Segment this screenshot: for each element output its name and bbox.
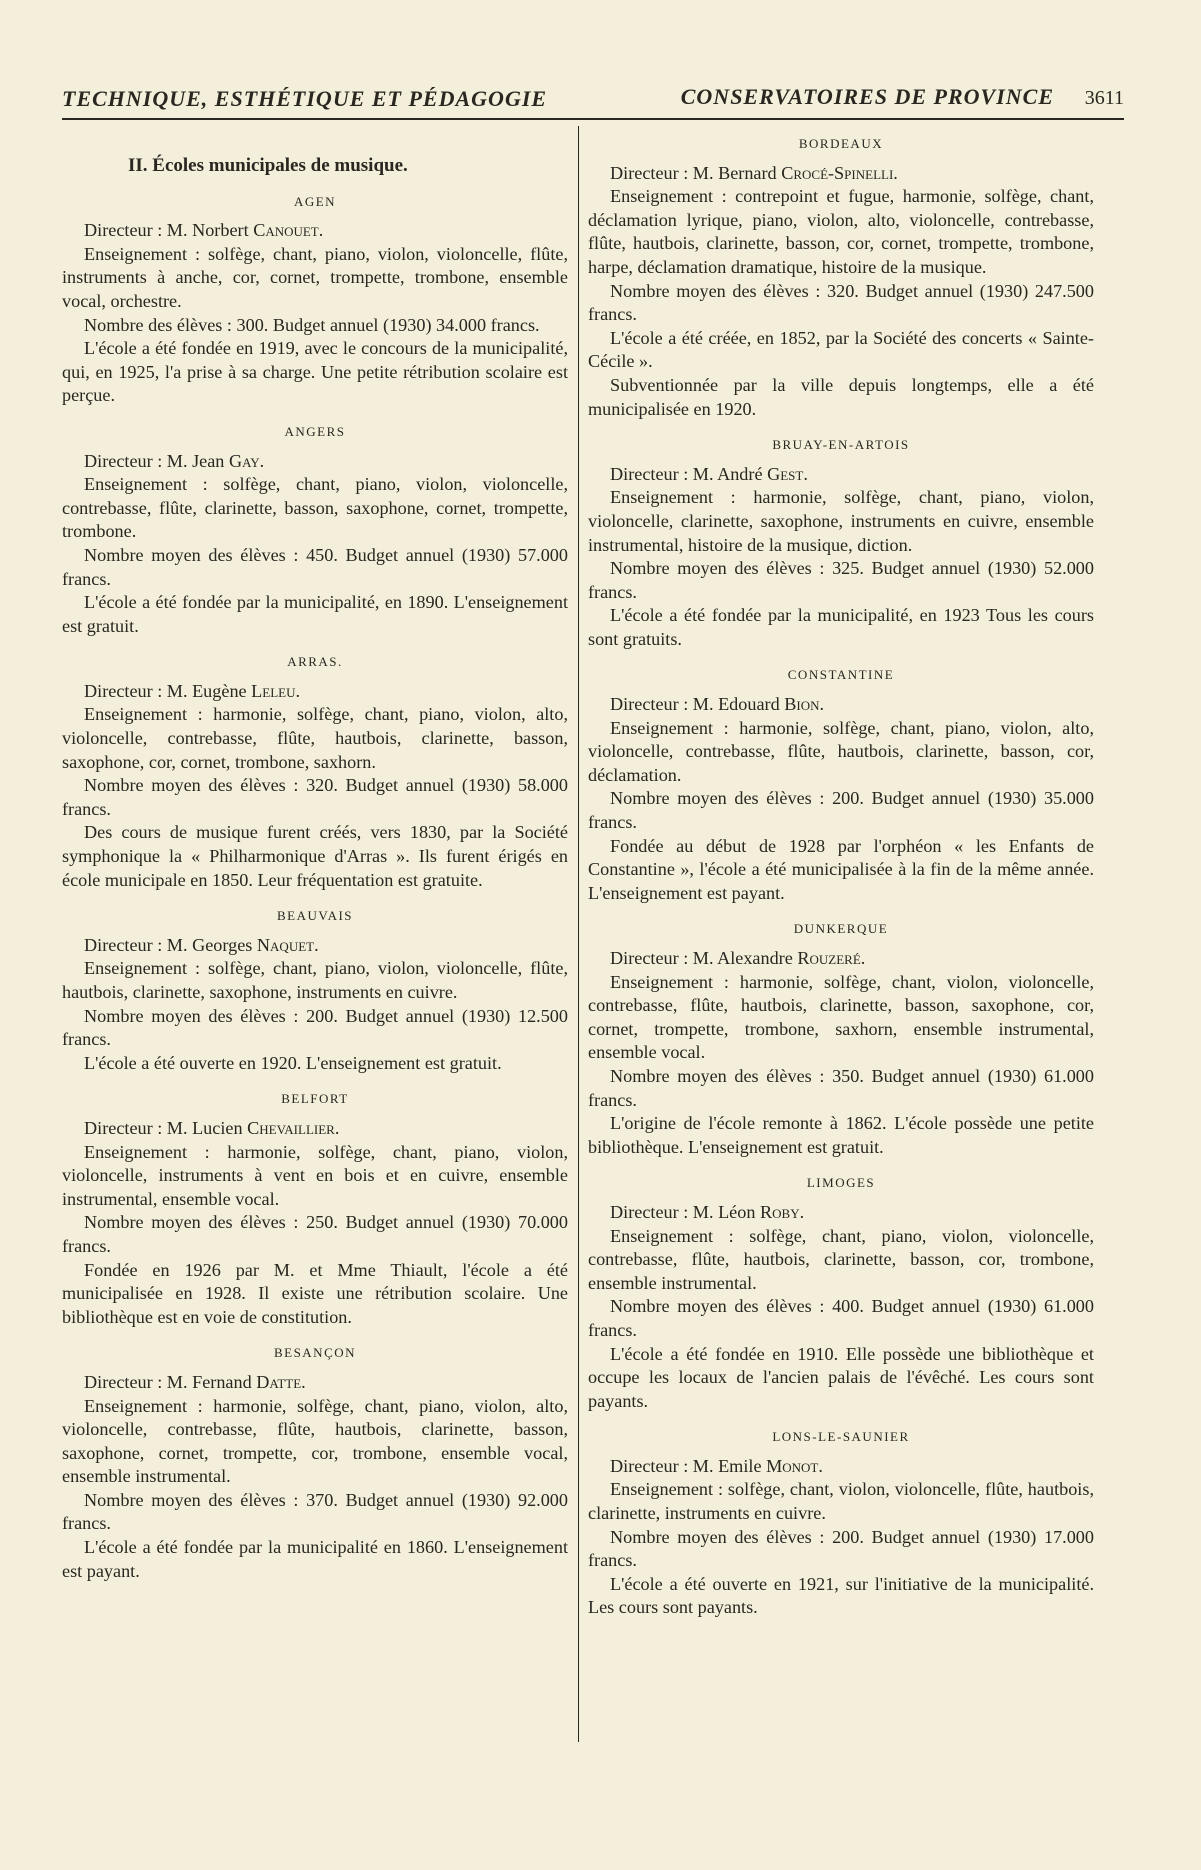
director-name: Rouzeré. xyxy=(797,948,866,968)
director-label: Directeur : M. André xyxy=(610,463,768,484)
director-label: Directeur : M. Bernard xyxy=(610,162,782,183)
column-divider xyxy=(578,126,579,1742)
director-line xyxy=(62,1371,568,1395)
entry-paragraph: Des cours de musique furent créés, vers 1830, par la Société symphonique la « Philharmonique d'Arras ». Ils furent érigés en école municipale en 1850. Leur fréquentation est gratuite. xyxy=(62,822,568,890)
director-name: Monot. xyxy=(766,1455,823,1476)
director-label: Directeur : M. Léon xyxy=(610,1201,760,1222)
director-name: Crocé-Spinelli. xyxy=(781,162,898,183)
city-heading: BESANÇON xyxy=(273,1345,357,1361)
director-label: Directeur : M. Lucien xyxy=(84,1117,248,1138)
entry-paragraph: L'école a été créée, en 1852, par la Société des concerts « Sainte-Cécile ». xyxy=(588,327,1094,372)
entry-paragraph: L'école a été ouverte en 1920. L'enseignement est gratuit. xyxy=(84,1052,502,1073)
director-line xyxy=(62,934,568,958)
entry-paragraph: L'école a été fondée par la municipalité en 1860. L'enseignement est payant. xyxy=(62,1537,568,1581)
city-heading: BRUAY-EN-ARTOIS xyxy=(772,437,910,453)
entry-paragraph: Enseignement : harmonie, solfège, chant, piano, violon, alto, violoncelle, contrebasse, flûte, hautbois, clarinette, basson, cor, déclamation. xyxy=(588,717,1094,785)
director-label: Directeur : M. Georges xyxy=(84,934,257,955)
entry-paragraph: Nombre moyen des élèves : 200. Budget annuel (1930) 35.000 francs. xyxy=(588,788,1094,833)
entry-paragraph: Nombre moyen des élèves : 325. Budget annuel (1930) 52.000 francs. xyxy=(588,558,1094,602)
director-label: Directeur : M. Fernand xyxy=(84,1371,257,1392)
entry-paragraph: Enseignement : solfège, chant, violon, violoncelle, flûte, hautbois, clarinette, instruments en cuivre. xyxy=(588,1479,1094,1524)
director-name: Roby. xyxy=(760,1201,805,1222)
city-heading: ARRAS. xyxy=(287,654,343,670)
director-name: Bion. xyxy=(784,694,825,715)
school-entry xyxy=(62,650,568,892)
director-line xyxy=(588,693,1094,717)
director-line xyxy=(588,463,1094,487)
school-entry xyxy=(588,917,1094,1159)
school-entry xyxy=(62,420,568,638)
entry-paragraph: Nombre moyen des élèves : 350. Budget annuel (1930) 61.000 francs. xyxy=(588,1065,1094,1110)
entry-paragraph: Enseignement : harmonie, solfège, chant, piano, violon, violoncelle, clarinette, saxophone, instruments en cuivre, ensemble instrumental, histoire de la musique, diction. xyxy=(588,487,1094,555)
entry-paragraph: Nombre moyen des élèves : 370. Budget annuel (1930) 92.000 francs. xyxy=(62,1489,568,1534)
entry-paragraph: Nombre moyen des élèves : 320. Budget annuel (1930) 247.500 francs. xyxy=(588,280,1094,325)
entry-paragraph: Nombre moyen des élèves : 200. Budget annuel (1930) 17.000 francs. xyxy=(588,1526,1094,1571)
director-label: Directeur : M. Alexandre xyxy=(610,948,798,968)
entry-paragraph: Enseignement : contrepoint et fugue, harmonie, solfège, chant, déclamation lyrique, piano, violon, alto, violoncelle, contrebasse, flûte, hautbois, clarinette, basson, cor, cornet, trompette, trombone, harpe, déclamation dramatique, histoire de la musique. xyxy=(588,186,1094,277)
entry-paragraph: Enseignement : harmonie, solfège, chant, violon, violoncelle, contrebasse, flûte, hautbois, clarinette, basson, saxophone, cor, cornet, trompette, trombone, saxhorn, ensemble instrumental, ensemble vocal. xyxy=(588,971,1094,1063)
director-line xyxy=(62,680,568,704)
director-label: Directeur : M. Eugène xyxy=(84,680,252,701)
left-column xyxy=(62,128,568,1583)
city-heading: DUNKERQUE xyxy=(793,921,889,937)
header-left-title: TECHNIQUE, ESTHÉTIQUE ET PÉDAGOGIE xyxy=(62,86,548,111)
entry-paragraph: Nombre moyen des élèves : 200. Budget annuel (1930) 12.500 francs. xyxy=(62,1005,568,1050)
city-heading: BEAUVAIS xyxy=(276,908,354,924)
entry-paragraph: Enseignement : solfège, chant, piano, violon, violoncelle, contrebasse, flûte, clarinette, basson, saxophone, cornet, trompette, trombone. xyxy=(62,474,568,542)
city-heading: BELFORT xyxy=(281,1091,349,1107)
director-name: Chevaillier. xyxy=(247,1117,340,1138)
city-heading: AGEN xyxy=(293,193,337,209)
entry-paragraph: Nombre moyen des élèves : 320. Budget annuel (1930) 58.000 francs. xyxy=(62,775,568,819)
director-line xyxy=(588,1455,1094,1479)
director-line xyxy=(588,162,1094,186)
entry-paragraph: L'école a été fondée en 1910. Elle possède une bibliothèque et occupe les locaux de l'ancien palais de l'évêché. Les cours sont payants. xyxy=(588,1343,1094,1411)
right-column xyxy=(588,128,1094,1620)
header-right-title: CONSERVATOIRES DE PROVINCE xyxy=(680,84,1054,109)
director-label: Directeur : M. Emile xyxy=(610,1455,767,1476)
school-entry xyxy=(588,132,1094,421)
school-entry xyxy=(62,1341,568,1583)
school-entry xyxy=(62,904,568,1075)
entry-paragraph: L'école a été ouverte en 1921, sur l'initiative de la municipalité. Les cours sont payants. xyxy=(588,1573,1094,1618)
director-name: Gest. xyxy=(767,463,808,484)
director-line xyxy=(588,1201,1094,1225)
entry-paragraph: Enseignement : harmonie, solfège, chant, piano, violon, alto, violoncelle, contrebasse, flûte, hautbois, clarinette, basson, saxophone, cor, cornet, trombone, saxhorn. xyxy=(62,704,568,772)
entry-paragraph: Enseignement : solfège, chant, piano, violon, violoncelle, contrebasse, flûte, hautbois, clarinette, basson, cor, trombone, ensemble instrumental. xyxy=(588,1225,1094,1293)
entry-paragraph: Nombre des élèves : 300. Budget annuel (1930) 34.000 francs. xyxy=(84,314,540,335)
director-name: Naquet. xyxy=(256,934,319,955)
entry-paragraph: L'école a été fondée par la municipalité, en 1923 Tous les cours sont gratuits. xyxy=(588,605,1094,649)
entry-paragraph: Enseignement : solfège, chant, piano, violon, violoncelle, flûte, instruments à anche, cor, cornet, trompette, trombone, ensemble vocal, orchestre. xyxy=(62,243,568,311)
director-line xyxy=(588,947,1094,971)
director-name: Leleu. xyxy=(251,680,301,701)
entry-paragraph: Enseignement : solfège, chant, piano, violon, violoncelle, flûte, hautbois, clarinette, saxophone, instruments en cuivre. xyxy=(62,958,568,1002)
school-entry xyxy=(588,1171,1094,1413)
entry-paragraph: L'origine de l'école remonte à 1862. L'école possède une petite bibliothèque. L'enseignement est gratuit. xyxy=(588,1113,1094,1157)
entry-paragraph: Enseignement : harmonie, solfège, chant, piano, violon, violoncelle, instruments à vent en bois et en cuivre, ensemble instrumental, ensemble vocal. xyxy=(62,1141,568,1209)
school-entry xyxy=(62,1087,568,1329)
director-line xyxy=(62,219,568,243)
director-line xyxy=(62,1117,568,1141)
entry-paragraph: L'école a été fondée par la municipalité, en 1890. L'enseignement est gratuit. xyxy=(62,592,568,636)
entry-paragraph: Enseignement : harmonie, solfège, chant, piano, violon, alto, violoncelle, contrebasse, flûte, hautbois, clarinette, basson, saxophone, cornet, trompette, cor, trombone, ensemble vocal, ensemble instrumental. xyxy=(62,1395,568,1487)
entry-paragraph: L'école a été fondée en 1919, avec le concours de la municipalité, qui, en 1925, l'a prise à sa charge. Une petite rétribution scolaire est perçue. xyxy=(62,338,568,406)
city-heading: CONSTANTINE xyxy=(787,667,895,683)
entry-paragraph: Subventionnée par la ville depuis longtemps, elle a été municipalisée en 1920. xyxy=(588,374,1094,419)
entry-paragraph: Nombre moyen des élèves : 400. Budget annuel (1930) 61.000 francs. xyxy=(588,1296,1094,1340)
director-line xyxy=(62,450,568,474)
school-entry xyxy=(62,190,568,408)
director-name: Canouet. xyxy=(253,220,324,241)
running-header xyxy=(62,78,1124,120)
school-entry xyxy=(588,663,1094,905)
director-label: Directeur : M. Edouard xyxy=(610,694,785,715)
entry-paragraph: Nombre moyen des élèves : 450. Budget annuel (1930) 57.000 francs. xyxy=(62,544,568,589)
school-entry xyxy=(588,433,1094,651)
city-heading: LONS-LE-SAUNIER xyxy=(772,1429,910,1445)
director-label: Directeur : M. Norbert xyxy=(84,220,254,241)
city-heading: BORDEAUX xyxy=(798,136,884,151)
section-title: II. Écoles municipales de musique. xyxy=(128,155,408,176)
entry-paragraph: Fondée au début de 1928 par l'orphéon « les Enfants de Constantine », l'école a été municipalisée à la fin de la même année. L'enseignement est payant. xyxy=(588,835,1094,903)
entry-paragraph: Fondée en 1926 par M. et Mme Thiault, l'école a été municipalisée en 1928. Il existe une rétribution scolaire. Une bibliothèque est en voie de constitution. xyxy=(62,1259,568,1327)
page-number: 3611 xyxy=(1084,87,1124,109)
director-label: Directeur : M. Jean xyxy=(84,450,229,471)
school-entry xyxy=(588,1425,1094,1620)
entry-paragraph: Nombre moyen des élèves : 250. Budget annuel (1930) 70.000 francs. xyxy=(62,1212,568,1256)
director-name: Datte. xyxy=(256,1371,306,1392)
city-heading: LIMOGES xyxy=(806,1175,876,1191)
director-name: Gay. xyxy=(228,450,265,471)
city-heading: ANGERS xyxy=(284,423,346,439)
